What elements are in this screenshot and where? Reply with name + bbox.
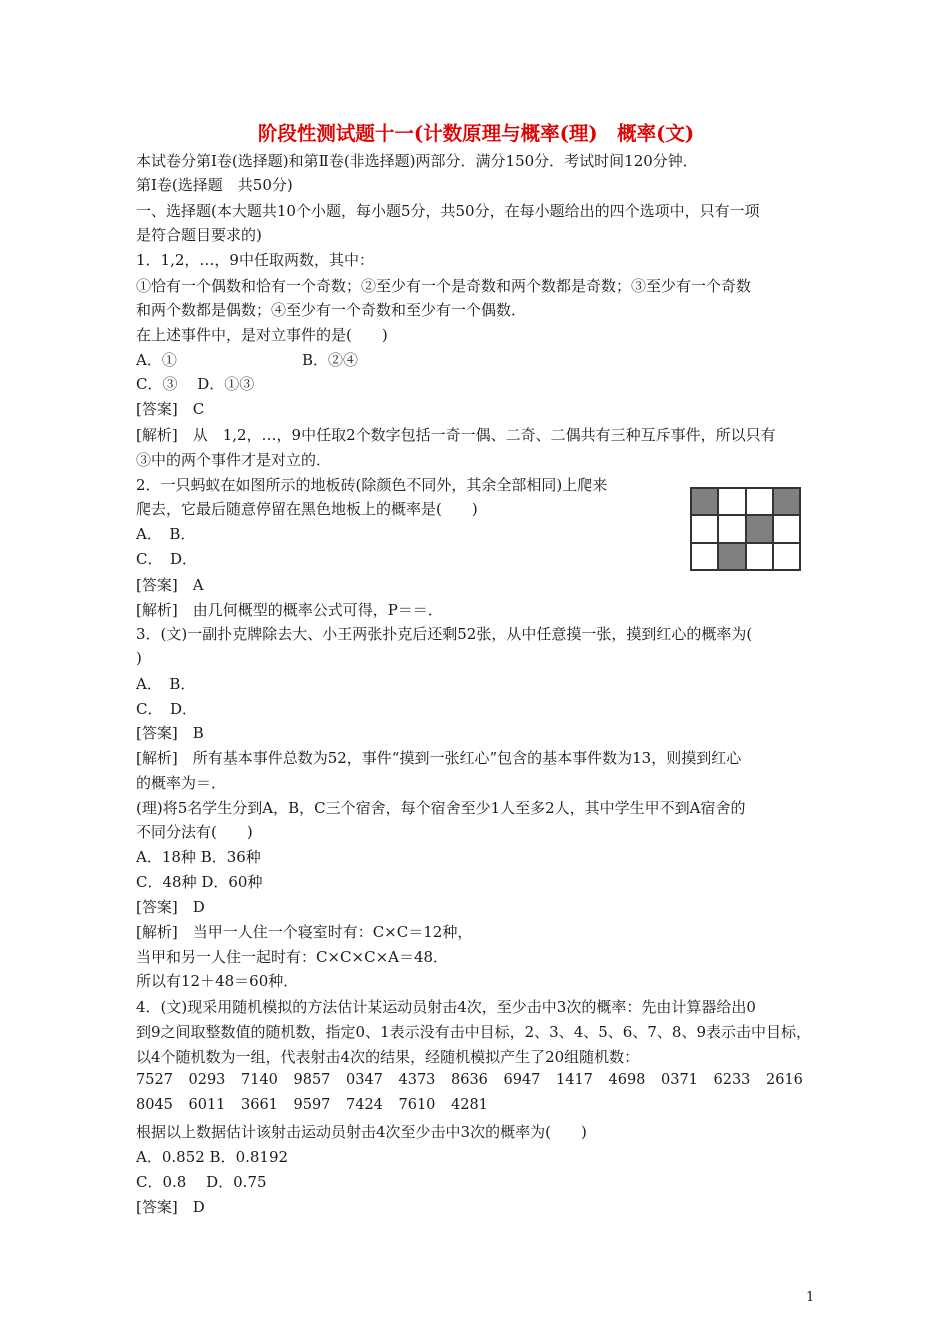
floor-tile-white	[773, 543, 800, 570]
random-number: 4698	[608, 1072, 646, 1088]
floor-tile-white	[718, 488, 745, 515]
q2-analysis: [解析] 由几何概型的概率公式可得，P＝＝．	[136, 601, 443, 619]
q3-stem: )	[136, 649, 142, 667]
q2-options-cd: C． D．	[136, 550, 198, 568]
random-number: 7610	[398, 1097, 436, 1113]
q3-analysis: 的概率为＝．	[136, 774, 227, 792]
floor-tile-black	[691, 488, 718, 515]
random-number: 8636	[451, 1072, 488, 1088]
random-number: 9857	[293, 1072, 331, 1088]
q1-stem: 在上述事件中，是对立事件的是( )	[136, 326, 388, 344]
q3-li-stem: 不同分法有( )	[136, 823, 253, 841]
q1-stem: ①恰有一个偶数和恰有一个奇数；②至少有一个是奇数和两个数都是奇数；③至少有一个奇数	[136, 277, 752, 295]
random-number: 4373	[398, 1072, 436, 1088]
random-number: 2616	[766, 1072, 803, 1088]
q4-stem: 以4个随机数为一组，代表射击4次的结果，经随机模拟产生了20组随机数：	[136, 1048, 640, 1066]
floor-tile-white	[746, 543, 773, 570]
q4-random-numbers-row	[136, 1072, 816, 1094]
floor-tile-figure	[690, 487, 801, 571]
q1-options-cd: C．③ D．①③	[136, 375, 255, 393]
q4-options-ab: A．0.852 B．0.8192	[136, 1148, 289, 1166]
q1-analysis: [解析] 从 1,2，…，9中任取2个数字包括一奇一偶、二奇、二偶共有三种互斥事件，所以只有	[136, 426, 776, 444]
q3-li-options-cd: C．48种 D．60种	[136, 873, 263, 891]
q4-stem: 4．(文)现采用随机模拟的方法估计某运动员射击4次，至少击中3次的概率：先由计算器给出0	[136, 998, 756, 1016]
q1-analysis: ③中的两个事件才是对立的．	[136, 451, 332, 469]
q3-answer: [答案] B	[136, 724, 204, 742]
q4-stem: 根据以上数据估计该射击运动员射击4次至少击中3次的概率为( )	[136, 1123, 587, 1141]
q3-options-cd: C． D．	[136, 700, 198, 718]
random-number: 4281	[451, 1097, 488, 1113]
q3-li-analysis: [解析] 当甲一人住一个寝室时有：C×C＝12种，	[136, 923, 473, 941]
q3-li-answer: [答案] D	[136, 898, 205, 916]
floor-tile-black	[773, 488, 800, 515]
random-number: 0347	[346, 1072, 383, 1088]
q1-option-a: A．①	[136, 351, 177, 369]
floor-tile-black	[746, 515, 773, 542]
random-number: 8045	[136, 1097, 173, 1113]
q1-option-b: B．②④	[302, 351, 359, 369]
floor-tile-white	[773, 515, 800, 542]
q3-li-analysis: 所以有12＋48＝60种．	[136, 972, 299, 990]
floor-tile-black	[718, 543, 745, 570]
q3-li-analysis: 当甲和另一人住一起时有：C×C×C×A＝48．	[136, 948, 449, 966]
q3-stem: 3．(文)一副扑克牌除去大、小王两张扑克后还剩52张，从中任意摸一张，摸到红心的概率为(	[136, 625, 753, 643]
section-heading: 一、选择题(本大题共10个小题，每小题5分，共50分，在每小题给出的四个选项中，只有一项	[136, 202, 760, 220]
random-number: 7140	[241, 1072, 278, 1088]
q1-stem: 1．1,2，…，9中任取两数，其中：	[136, 251, 374, 269]
q3-analysis: [解析] 所有基本事件总数为52，事件“摸到一张红心”包含的基本事件数为13，则摸到红心	[136, 749, 742, 767]
q2-options-ab: A． B．	[136, 525, 196, 543]
floor-tile-white	[691, 543, 718, 570]
floor-tile-white	[691, 515, 718, 542]
random-number: 0371	[661, 1072, 698, 1088]
random-number: 1417	[556, 1072, 593, 1088]
q4-stem: 到9之间取整数值的随机数，指定0、1表示没有击中目标，2、3、4、5、6、7、8、9表示击中目标，	[136, 1023, 811, 1041]
section-heading-cont: 是符合题目要求的)	[136, 226, 262, 244]
random-number: 6947	[503, 1072, 541, 1088]
part1-heading: 第Ⅰ卷(选择题 共50分)	[136, 176, 293, 194]
q2-stem: 2．一只蚂蚁在如图所示的地板砖(除颜色不同外，其余全部相同)上爬来	[136, 476, 608, 494]
q4-answer: [答案] D	[136, 1198, 205, 1216]
page-title: 阶段性测试题十一(计数原理与概率(理) 概率(文)	[257, 122, 695, 145]
random-number: 0293	[188, 1072, 226, 1088]
q2-stem: 爬去，它最后随意停留在黑色地板上的概率是( )	[136, 500, 478, 518]
q3-li-stem: (理)将5名学生分到A，B，C三个宿舍，每个宿舍至少1人至多2人，其中学生甲不到A宿舍的	[136, 799, 746, 817]
random-number: 7424	[346, 1097, 383, 1113]
q3-li-options-ab: A．18种 B．36种	[136, 848, 261, 866]
q1-answer: [答案] C	[136, 400, 205, 418]
floor-tile-white	[718, 515, 745, 542]
q3-options-ab: A． B．	[136, 675, 196, 693]
q4-random-numbers-row	[136, 1097, 816, 1119]
random-number: 6233	[713, 1072, 751, 1088]
random-number: 3661	[241, 1097, 278, 1113]
q1-stem: 和两个数都是偶数；④至少有一个奇数和至少有一个偶数．	[136, 301, 527, 319]
q1-options-ab	[136, 349, 536, 371]
page-number: 1	[806, 1290, 815, 1305]
random-number: 7527	[136, 1072, 173, 1088]
floor-tile-white	[746, 488, 773, 515]
random-number: 6011	[188, 1097, 226, 1113]
intro-line: 本试卷分第Ⅰ卷(选择题)和第Ⅱ卷(非选择题)两部分．满分150分．考试时间120分钟．	[136, 152, 698, 170]
q4-options-cd: C．0.8 D．0.75	[136, 1173, 267, 1191]
random-number: 9597	[293, 1097, 331, 1113]
q2-answer: [答案] A	[136, 576, 204, 594]
